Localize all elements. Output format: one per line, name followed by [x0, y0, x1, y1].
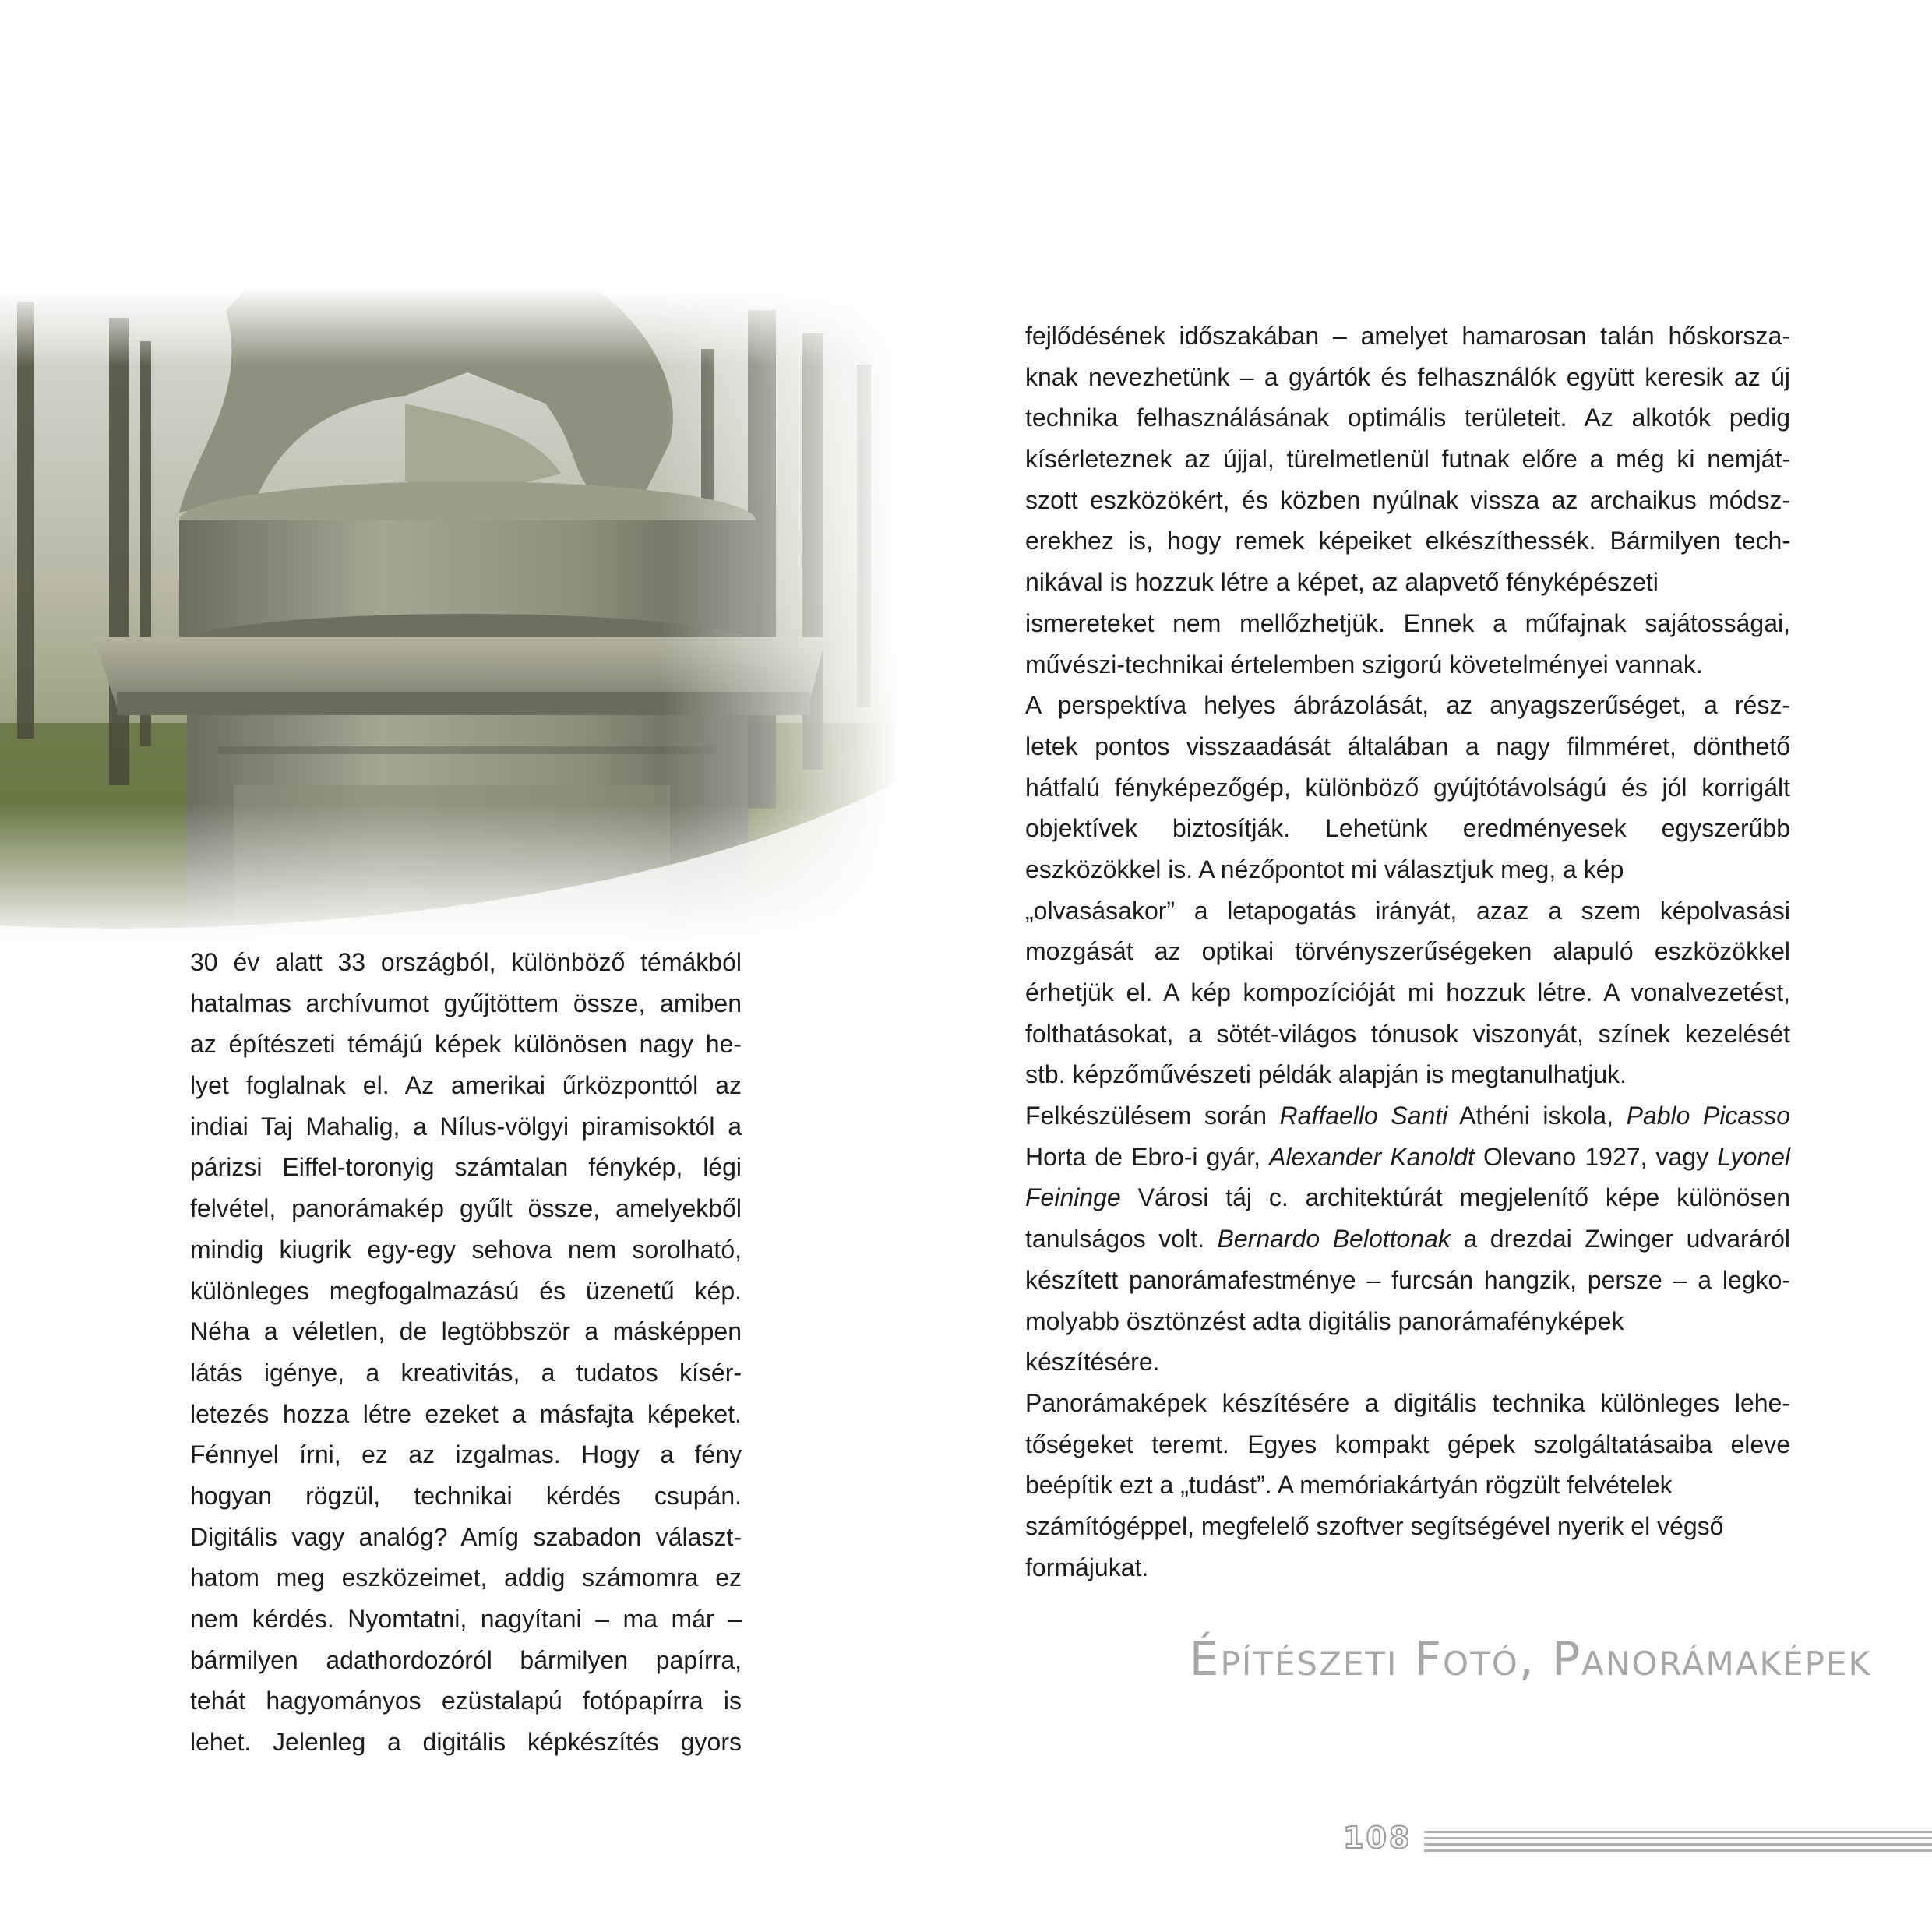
text-line: látás igénye, a kreativitás, a tudatos kísér-: [190, 1358, 742, 1387]
text-line: Fénnyel írni, ez az izgalmas. Hogy a fény: [190, 1440, 742, 1469]
text-run: Felkészülésem során: [1025, 1102, 1280, 1130]
text-line: hatalmas archívumot gyűjtöttem össze, amiben: [190, 989, 742, 1017]
text-line: tehát hagyományos ezüstalapú fotópapírra is: [190, 1687, 742, 1715]
text-line: nikával is hozzuk létre a képet, az alapvető fényképészeti: [1025, 568, 1659, 597]
rule-line: [1424, 1831, 1932, 1833]
right-text-column: [1025, 316, 1790, 1588]
text-line: 30 év alatt 33 országból, különböző témákból: [190, 948, 742, 976]
text-run: a drezdai Zwinger udvaráról: [1450, 1225, 1791, 1253]
text-line: ismereteket nem mellőzhetjük. Ennek a műfajnak sajátosságai,: [1025, 608, 1790, 637]
artist-name: Bernardo Belottonak: [1217, 1225, 1451, 1253]
statue-photo: [0, 287, 919, 949]
text-line: fejlődésének időszakában – amelyet hamarosan talán hőskorsza-: [1025, 322, 1790, 350]
text-line: bármilyen adathordozóról bármilyen papírra,: [190, 1645, 742, 1674]
text-line: számítógéppel, megfelelő szoftver segítségével nyerik el végső: [1025, 1511, 1724, 1540]
text-line: stb. képzőművészeti példák alapján is megtanulhatjuk.: [1025, 1060, 1627, 1089]
text-line: erekhez is, hogy remek képeiket elkészíthessék. Bármilyen tech-: [1025, 527, 1790, 555]
text-line: [1025, 1177, 1790, 1218]
text-line: hátfalú fényképezőgép, különböző gyújtótávolságú és jól korrigált: [1025, 773, 1790, 802]
text-line: folthatásokat, a sötét-világos tónusok viszonyát, színek kezelését: [1025, 1019, 1790, 1048]
text-line: Digitális vagy analóg? Amíg szabadon választ-: [190, 1522, 742, 1551]
artist-name: Lyonel: [1717, 1142, 1791, 1171]
text-line: beépítik ezt a „tudást”. A memóriakártyán rögzült felvételek: [1025, 1471, 1673, 1500]
text-line: felvétel, panorámakép gyűlt össze, amelyekből: [190, 1194, 742, 1223]
rule-line: [1424, 1849, 1932, 1852]
text-line: formájukat.: [1025, 1553, 1149, 1581]
text-line: molyabb ösztönzést adta digitális panorámafényképek: [1025, 1306, 1624, 1335]
text-line: objektívek biztosítják. Lehetünk eredményesek egyszerűbb: [1025, 814, 1790, 843]
text-line: letek pontos visszaadását általában a nagy filmméret, dönthető: [1025, 732, 1790, 760]
artist-name: Feininge: [1025, 1183, 1121, 1212]
text-line: nem kérdés. Nyomtatni, nagyítani – ma már –: [190, 1605, 742, 1633]
text-run: tanulságos volt.: [1025, 1225, 1218, 1253]
statue-pedestal-illustration: [0, 287, 919, 949]
text-line: indiai Taj Mahalig, a Nílus-völgyi piramisoktól a: [190, 1112, 742, 1141]
page-number: 108: [1343, 1821, 1412, 1855]
text-line: lehet. Jelenleg a digitális képkészítés gyors: [190, 1728, 742, 1757]
rule-line: [1424, 1837, 1932, 1839]
artist-name: Pablo Picasso: [1626, 1102, 1791, 1130]
decorative-rule-lines: [1424, 1831, 1932, 1856]
left-text-column: [190, 942, 742, 1763]
text-line: kísérleteznek az újjal, türelmetlenül futnak előre a még ki nemját-: [1025, 445, 1790, 474]
text-line: A perspektíva helyes ábrázolását, az anyagszerűséget, a rész-: [1025, 691, 1790, 720]
text-line: [1025, 1095, 1790, 1137]
artist-name: Raffaello Santi: [1279, 1102, 1448, 1130]
rule-line: [1424, 1843, 1932, 1846]
text-line: hatom meg eszközeimet, addig számomra ez: [190, 1564, 742, 1592]
text-line: knak nevezhetünk – a gyártók és felhasználók együtt keresik az új: [1025, 362, 1790, 391]
text-run: Horta de Ebro-i gyár,: [1025, 1142, 1270, 1171]
text-line: mindig kiugrik egy-egy sehova nem sorolható,: [190, 1235, 742, 1264]
artist-name: Alexander Kanoldt: [1269, 1142, 1475, 1171]
text-line: [1025, 1218, 1790, 1260]
text-line: párizsi Eiffel-toronyig számtalan fénykép, légi: [190, 1153, 742, 1182]
text-line: mozgását az optikai törvényszerűségeken alapuló eszközökkel: [1025, 937, 1790, 966]
text-line: szott eszközökért, és közben nyúlnak vissza az archaikus módsz-: [1025, 485, 1790, 514]
section-heading: Építészeti Fotó, Panorámaképek: [1189, 1632, 1871, 1687]
text-line: „olvasásakor” a letapogatás irányát, azaz a szem képolvasási: [1025, 896, 1790, 925]
text-line: Panorámaképek készítésére a digitális technika különleges lehe-: [1025, 1388, 1790, 1417]
text-line: eszközökkel is. A nézőpontot mi választjuk meg, a kép: [1025, 855, 1624, 883]
text-line: készítésére.: [1025, 1348, 1160, 1377]
text-line: tőségeket teremt. Egyes kompakt gépek szolgáltatásaiba eleve: [1025, 1430, 1790, 1458]
text-line: technika felhasználásának optimális területeit. Az alkotók pedig: [1025, 404, 1790, 432]
text-line: lyet foglalnak el. Az amerikai űrközponttól az: [190, 1071, 742, 1100]
text-run: Athéni iskola,: [1447, 1102, 1627, 1130]
text-line: Néha a véletlen, de legtöbbször a másképpen: [190, 1317, 742, 1346]
text-run: Olevano 1927, vagy: [1474, 1142, 1718, 1171]
text-line: az építészeti témájú képek különösen nagy he-: [190, 1030, 742, 1059]
text-line: hogyan rögzül, technikai kérdés csupán.: [190, 1481, 742, 1510]
text-run: Városi táj c. architektúrát megjelenítő képe különösen: [1120, 1183, 1790, 1212]
text-line: művészi-technikai értelemben szigorú követelményei vannak.: [1025, 650, 1703, 679]
text-line: érhetjük el. A kép kompozícióját mi hozzuk létre. A vonalvezetést,: [1025, 978, 1790, 1007]
text-line: [1025, 1137, 1790, 1178]
text-line: különleges megfogalmazású és üzenetű kép.: [190, 1276, 742, 1305]
text-line: készített panorámafestménye – furcsán hangzik, persze – a legko-: [1025, 1265, 1790, 1294]
text-line: letezés hozza létre ezeket a másfajta képeket.: [190, 1399, 742, 1428]
